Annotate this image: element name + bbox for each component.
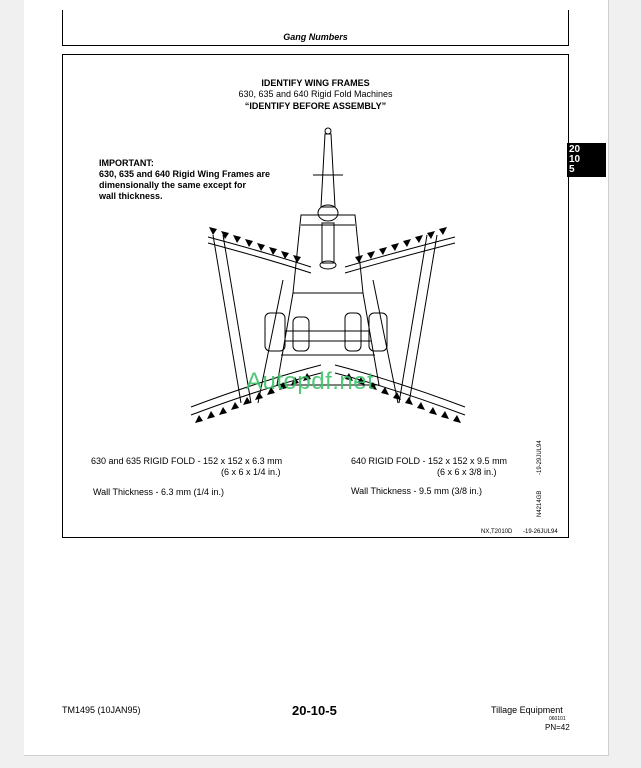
hitch-tongue [321,134,335,207]
footer-manual: TM1495 (10JAN95) [62,705,141,715]
important-line-2: dimensionally the same except for [99,180,247,190]
right-spec-line-2: (6 x 6 x 3/8 in.) [437,467,497,477]
wheel-right-inner [345,313,361,351]
important-line-1: 630, 635 and 640 Rigid Wing Frames are [99,169,270,179]
left-wall-thickness: Wall Thickness - 6.3 mm (1/4 in.) [93,487,225,497]
important-line-3: wall thickness. [99,191,163,201]
front-gang-left [208,237,311,267]
section-tab [567,143,606,177]
left-spec-line-1: 630 and 635 RIGID FOLD - 152 x 152 x 6.3 mm [91,456,283,466]
footer-code: 060101 [549,716,566,722]
hitch-ring [325,128,331,134]
tab-line-2: 10 [569,154,581,165]
reference-code: NX,T2010D [481,529,513,535]
tab-line-1: 20 [569,144,581,155]
lift-cylinder [322,223,334,263]
reference-date: -19-26JUL94 [523,529,558,535]
important-heading: IMPORTANT: [99,158,154,168]
figure-frame [62,54,569,538]
section-title: Gang Numbers [283,32,348,42]
footer-title: Tillage Equipment [491,705,563,715]
watermark: Autopdf.net [246,368,375,395]
figure-title: IDENTIFY WING FRAMES [261,78,370,88]
left-spec-line-2: (6 x 6 x 1/4 in.) [221,467,281,477]
footer-page-number: 20-10-5 [292,703,337,718]
wheel-left-inner [293,317,309,351]
side-illustration-code: N4214GB [537,490,543,517]
front-gang-right [345,237,455,267]
figure-subtitle: 630, 635 and 640 Rigid Fold Machines [238,89,393,99]
side-illustration-date: -19-29JUL94 [537,440,543,475]
page-header [62,10,569,46]
figure-note: “IDENTIFY BEFORE ASSEMBLY” [244,101,387,111]
center-frame [293,215,363,293]
footer-pn: PN=42 [545,723,570,732]
tab-line-3: 5 [569,164,575,175]
right-spec-line-1: 640 RIGID FOLD - 152 x 152 x 9.5 mm [351,456,508,466]
right-wall-thickness: Wall Thickness - 9.5 mm (3/8 in.) [351,486,483,496]
